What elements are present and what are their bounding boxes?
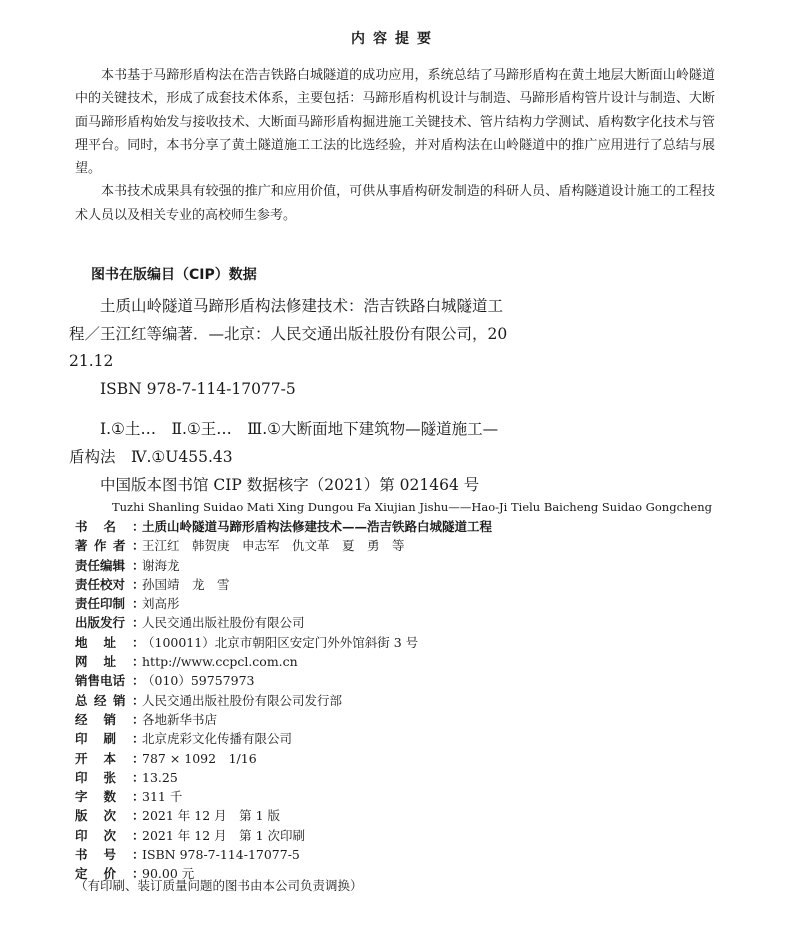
credit-row xyxy=(75,729,735,748)
credit-value: 刘高彤 xyxy=(142,596,180,612)
credit-label-char: 号 xyxy=(103,847,117,863)
credit-row xyxy=(75,536,735,555)
credit-label-char: 责任编辑 xyxy=(75,557,126,573)
credit-label-char: 张 xyxy=(103,769,117,785)
summary-paragraph-2: 本书技术成果具有较强的推广和应用价值，可供从事盾构研发制造的科研人员、盾构隧道设计施工的工程技术人员以及相关专业的高校师生参考。 xyxy=(75,184,715,223)
credit-row xyxy=(75,671,735,690)
credit-value: 土质山岭隧道马蹄形盾构法修建技术——浩吉铁路白城隧道工程 xyxy=(142,519,493,534)
credit-label-char: 销售电话 xyxy=(75,673,126,689)
credit-label-char: 印 xyxy=(75,731,88,747)
credit-label-char: 次 xyxy=(103,827,117,843)
credit-value: 人民交通出版社股份有限公司 xyxy=(142,615,305,631)
cip-library-record: 中国版本图书馆 CIP 数据核字（2021）第 021464 号 xyxy=(100,475,480,494)
credit-label-char: 刷 xyxy=(103,731,117,747)
credit-row xyxy=(75,517,735,536)
credit-label-char: 者 xyxy=(113,538,126,554)
credit-label-char: 书 xyxy=(75,847,88,863)
credit-row xyxy=(75,710,735,729)
credit-value: http://www.ccpcl.com.cn xyxy=(142,654,298,670)
credit-label-char: 本 xyxy=(103,750,117,766)
credit-value: 王江红 韩贺庚 申志军 仇文革 夏 勇 等 xyxy=(142,538,405,554)
credit-value: （010）59757973 xyxy=(142,673,255,689)
credit-row xyxy=(75,826,735,845)
credit-label: 责任印制 ： xyxy=(75,594,140,613)
credit-label-char: 印 xyxy=(75,827,88,843)
credit-value: ISBN 978-7-114-17077-5 xyxy=(142,847,300,863)
credit-label-char: 经 xyxy=(75,711,88,727)
credit-label: 开 本 ： xyxy=(75,749,140,768)
credits-list xyxy=(75,517,735,884)
credit-label: 著 作 者 ： xyxy=(75,536,140,555)
credit-label-char: 地 xyxy=(75,634,88,650)
pinyin-title: Tuzhi Shanling Suidao Mati Xing Dungou Fa Xiujian Jishu——Hao-Ji Tielu Baicheng Suidao Gongcheng xyxy=(111,500,712,514)
credit-value: 311 千 xyxy=(142,789,183,805)
credit-label: 书 名 ： xyxy=(75,517,140,536)
summary-paragraph-1: 本书基于马蹄形盾构法在浩吉铁路白城隧道的成功应用，系统总结了马蹄形盾构在黄土地层大断面山岭隧道中的关键技术，形成了成套技术体系，主要包括：马蹄形盾构机设计与制造、马蹄形盾构管片设计与制造、大断面马蹄形盾构始发与接收技术、大断面马蹄形盾构掘进施工关键技术、管片结构力学测试、盾构数字化技术与管理平台。同时，本书分享了黄土隧道施工工法的比选经验，并对盾构法在山岭隧道中的推广应用进行了总结与展望。 xyxy=(75,68,715,177)
credit-label-char: 经 xyxy=(94,692,107,708)
credit-row xyxy=(75,768,735,787)
credit-value: 13.25 xyxy=(142,769,178,785)
credit-label-char: 销 xyxy=(113,692,126,708)
credit-label-char: 责任校对 xyxy=(75,576,126,592)
credit-value: 各地新华书店 xyxy=(142,711,218,727)
credit-label-char: 名 xyxy=(103,519,117,534)
credit-value: 2021 年 12 月 第 1 次印刷 xyxy=(142,827,306,843)
credit-label: 版 次 ： xyxy=(75,806,140,825)
credit-row xyxy=(75,787,735,806)
credit-label: 地 址 ： xyxy=(75,633,140,652)
credit-value: 2021 年 12 月 第 1 版 xyxy=(142,808,281,824)
credit-label-char: 址 xyxy=(103,654,117,670)
page-title: 内容提要 xyxy=(351,31,439,47)
credit-row xyxy=(75,749,735,768)
credit-row xyxy=(75,594,735,613)
credit-value: 北京虎彩文化传播有限公司 xyxy=(142,731,293,747)
cip-block xyxy=(69,293,509,499)
credit-label-char: 网 xyxy=(75,654,88,670)
credit-label-char: 作 xyxy=(94,538,107,554)
credit-label-char: 出版发行 xyxy=(75,615,126,631)
credit-label: 印 张 ： xyxy=(75,768,140,787)
credit-value: 人民交通出版社股份有限公司发行部 xyxy=(142,692,343,708)
credit-label-char: 责任印制 xyxy=(75,596,126,612)
credit-row xyxy=(75,613,735,632)
credit-row xyxy=(75,633,735,652)
credit-label: 责任编辑 ： xyxy=(75,556,140,575)
credit-value: 谢海龙 xyxy=(142,557,180,573)
cip-classification: Ⅰ.①土… Ⅱ.①王… Ⅲ.①大断面地下建筑物—隧道施工—盾构法 Ⅳ.①U455.43 xyxy=(69,420,499,466)
cip-heading: 图书在版编目（CIP）数据 xyxy=(91,267,257,283)
credit-label-char: 数 xyxy=(103,789,117,805)
credit-label-char: 版 xyxy=(75,808,88,824)
credit-row xyxy=(75,575,735,594)
credit-label: 总 经 销 ： xyxy=(75,691,140,710)
credit-label-char: 价 xyxy=(103,866,117,882)
cip-isbn: ISBN 978-7-114-17077-5 xyxy=(100,379,296,398)
credit-label-char: 著 xyxy=(75,538,88,554)
summary-section xyxy=(75,64,715,227)
credit-label-char: 开 xyxy=(75,750,88,766)
credit-label-char: 字 xyxy=(75,789,88,805)
credit-row xyxy=(75,652,735,671)
credit-label: 印 刷 ： xyxy=(75,729,140,748)
credit-value: 787 × 1092 1/16 xyxy=(142,750,257,766)
credit-label: 印 次 ： xyxy=(75,826,140,845)
credit-value: （100011）北京市朝阳区安定门外外馆斜街 3 号 xyxy=(142,634,419,650)
credit-label-char: 定 xyxy=(75,866,88,882)
credit-label: 责任校对 ： xyxy=(75,575,140,594)
credit-label-char: 址 xyxy=(103,634,117,650)
credit-label: 定 价 ： xyxy=(75,864,140,883)
credit-label: 书 号 ： xyxy=(75,845,140,864)
credit-row xyxy=(75,556,735,575)
cip-record: 土质山岭隧道马蹄形盾构法修建技术：浩吉铁路白城隧道工程／王江红等编著．—北京：人民交通出版社股份有限公司，2021.12 xyxy=(69,297,508,371)
credit-label-char: 印 xyxy=(75,769,88,785)
quality-note: （有印刷、装订质量问题的图书由本公司负责调换） xyxy=(75,878,363,893)
credit-label-char: 次 xyxy=(103,808,117,824)
credit-value: 90.00 元 xyxy=(142,866,195,882)
credit-row xyxy=(75,691,735,710)
credit-value: 孙国靖 龙 雪 xyxy=(142,576,230,592)
credit-row xyxy=(75,806,735,825)
credit-label: 网 址 ： xyxy=(75,652,140,671)
credit-label: 经 销 ： xyxy=(75,710,140,729)
credit-label-char: 书 xyxy=(75,519,88,534)
credit-label-char: 销 xyxy=(103,711,117,727)
credit-label: 销售电话 ： xyxy=(75,671,140,690)
credit-label: 出版发行 ： xyxy=(75,613,140,632)
credit-label-char: 总 xyxy=(75,692,88,708)
credit-row xyxy=(75,845,735,864)
credit-label: 字 数 ： xyxy=(75,787,140,806)
